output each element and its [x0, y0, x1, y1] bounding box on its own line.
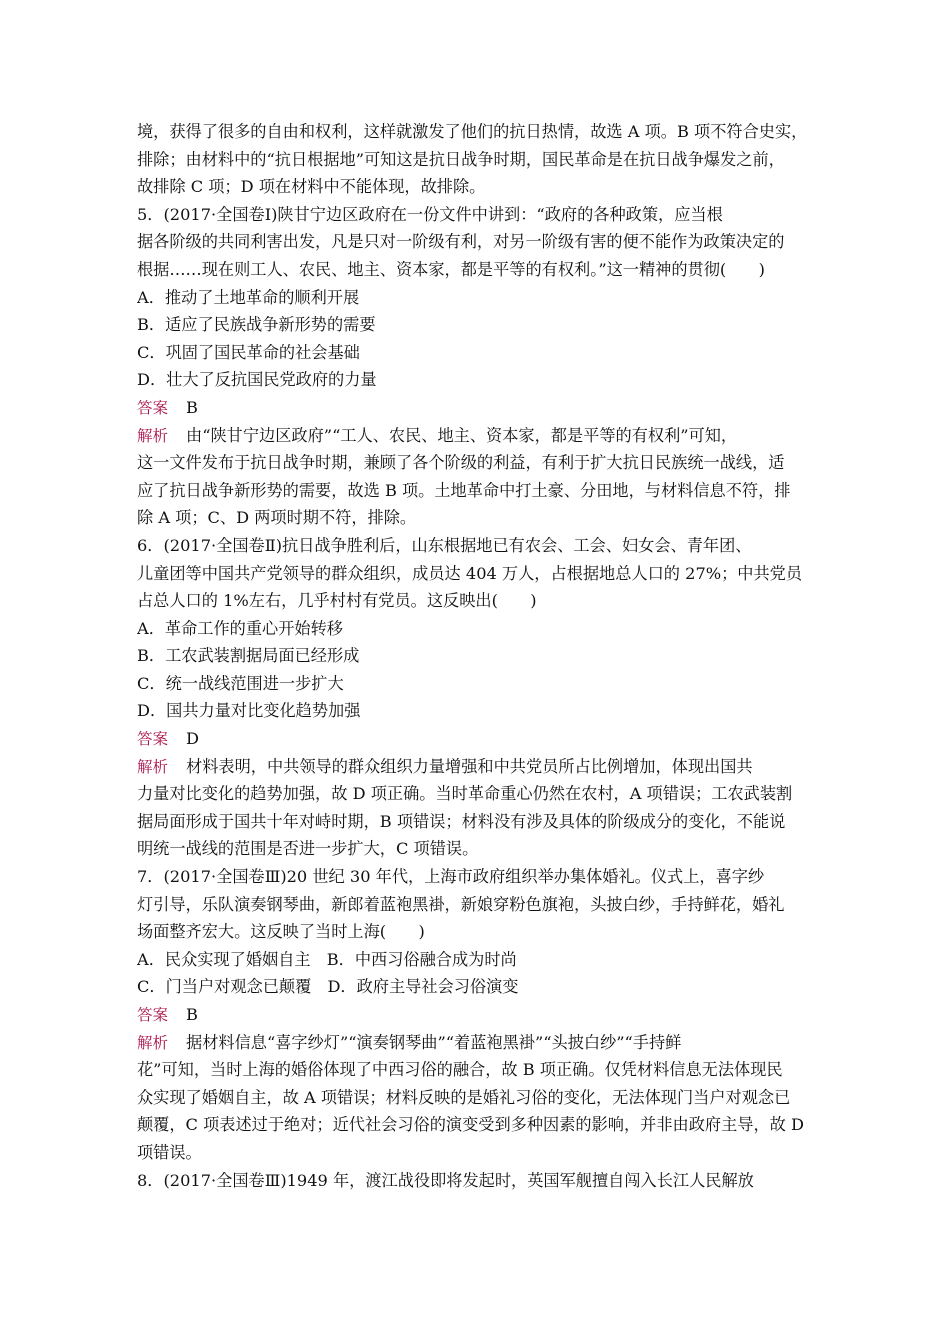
question-7-explanation: 颠覆，C 项表述过于绝对；近代社会习俗的演变受到多种因素的影响，并非由政府主导，故 D	[137, 1115, 804, 1135]
question-7-explanation: 众实现了婚姻自主，故 A 项错误；材料反映的是婚礼习俗的变化，无法体现门当户对观念已	[137, 1087, 791, 1107]
answer-value: D	[186, 729, 199, 749]
question-7-explanation: 解析 据材料信息“喜字纱灯”“演奏钢琴曲”“着蓝袍黑褂”“头披白纱”“手持鲜	[137, 1032, 682, 1052]
document-body	[137, 118, 813, 1194]
question-5-stem: 据各阶级的共同利害出发，凡是只对一阶级有利，对另一阶级有害的便不能作为政策决定的	[137, 232, 785, 252]
question-6-option-a: A．革命工作的重心开始转移	[137, 618, 343, 638]
question-5-stem: 5．(2017·全国卷Ⅰ)陕甘宁边区政府在一份文件中讲到：“政府的各种政策，应当根	[137, 204, 723, 224]
answer-value: B	[186, 1005, 198, 1024]
answer-value: B	[186, 397, 198, 417]
answer-label: 答案	[137, 398, 169, 417]
answer-label: 答案	[137, 1006, 169, 1024]
question-5-option-a: A．推动了土地革命的顺利开展	[137, 287, 360, 307]
question-6-stem: 6．(2017·全国卷Ⅱ)抗日战争胜利后，山东根据地已有农会、工会、妇女会、青年团、	[137, 535, 752, 555]
question-5-explanation: 除 A 项；C、D 两项时期不符，排除。	[137, 508, 417, 528]
question-6-explanation: 据局面形成于国共十年对峙时期，B 项错误；材料没有涉及具体的阶级成分的变化，不能说	[137, 811, 786, 831]
question-6-option-c: C．统一战线范围进一步扩大	[137, 673, 344, 693]
question-6-stem: 占总人口的 1%左右，几乎村村有党员。这反映出( )	[137, 591, 537, 611]
explanation-continuation-line: 排除；由材料中的“抗日根据地”可知这是抗日战争时期，国民革命是在抗日战争爆发之前，	[137, 149, 785, 169]
question-6-stem: 儿童团等中国共产党领导的群众组织，成员达 404 万人，占根据地总人口的 27%；中共党员	[137, 563, 803, 583]
question-6-explanation: 解析 材料表明，中共领导的群众组织力量增强和中共党员所占比例增加，体现出国共	[137, 756, 753, 776]
question-6-explanation: 力量对比变化的趋势加强，故 D 项正确。当时革命重心仍然在农村，A 项错误；工农武装割	[137, 784, 793, 804]
explanation-label: 解析	[137, 426, 169, 445]
question-7-stem: 场面整齐宏大。这反映了当时上海( )	[137, 922, 425, 942]
question-7-options-cd: C．门当户对观念已颠覆 D．政府主导社会习俗演变	[137, 977, 519, 997]
question-7-stem: 7．(2017·全国卷Ⅲ)20 世纪 30 年代，上海市政府组织举办集体婚礼。仪式上，喜字纱	[137, 867, 765, 887]
question-5-explanation: 解析 由“陕甘宁边区政府”“工人、农民、地主、资本家，都是平等的有权利”可知，	[137, 425, 738, 445]
question-5-option-c: C．巩固了国民革命的社会基础	[137, 342, 360, 362]
question-7-stem: 灯引导，乐队演奏钢琴曲，新郎着蓝袍黑褂，新娘穿粉色旗袍，头披白纱，手持鲜花，婚礼	[137, 894, 785, 914]
question-6-option-d: D．国共力量对比变化趋势加强	[137, 701, 361, 721]
question-5-option-d: D．壮大了反抗国民党政府的力量	[137, 370, 377, 390]
explanation-label: 解析	[137, 757, 169, 776]
question-7-answer	[137, 1001, 813, 1029]
question-7-explanation: 花”可知，当时上海的婚俗体现了中西习俗的融合，故 B 项正确。仅凭材料信息无法体现民	[137, 1060, 783, 1080]
question-8-stem: 8．(2017·全国卷Ⅲ)1949 年，渡江战役即将发起时，英国军舰擅自闯入长江人民解放	[137, 1170, 754, 1190]
question-6-answer	[137, 725, 813, 753]
question-5-stem: 根据……现在则工人、农民、地主、资本家，都是平等的有权利。”这一精神的贯彻( )	[137, 259, 765, 279]
question-5-answer	[137, 394, 813, 422]
question-5-explanation: 这一文件发布于抗日战争时期，兼顾了各个阶级的利益，有利于扩大抗日民族统一战线，适	[137, 453, 785, 473]
explanation-label: 解析	[137, 1033, 169, 1052]
question-5-option-b: B．适应了民族战争新形势的需要	[137, 315, 376, 335]
answer-label: 答案	[137, 730, 169, 749]
explanation-continuation-line: 境，获得了很多的自由和权利，这样就激发了他们的抗日热情，故选 A 项。B 项不符合史实，	[137, 122, 808, 141]
question-7-explanation: 项错误。	[137, 1142, 202, 1162]
question-7-options-ab: A．民众实现了婚姻自主 B．中西习俗融合成为时尚	[137, 949, 517, 969]
question-5-explanation: 应了抗日战争新形势的需要，故选 B 项。土地革命中打土豪、分田地，与材料信息不符，排	[137, 480, 791, 500]
question-6-explanation: 明统一战线的范围是否进一步扩大，C 项错误。	[137, 839, 479, 859]
explanation-continuation-line: 故排除 C 项；D 项在材料中不能体现，故排除。	[137, 177, 486, 197]
question-6-option-b: B．工农武装割据局面已经形成	[137, 646, 360, 666]
